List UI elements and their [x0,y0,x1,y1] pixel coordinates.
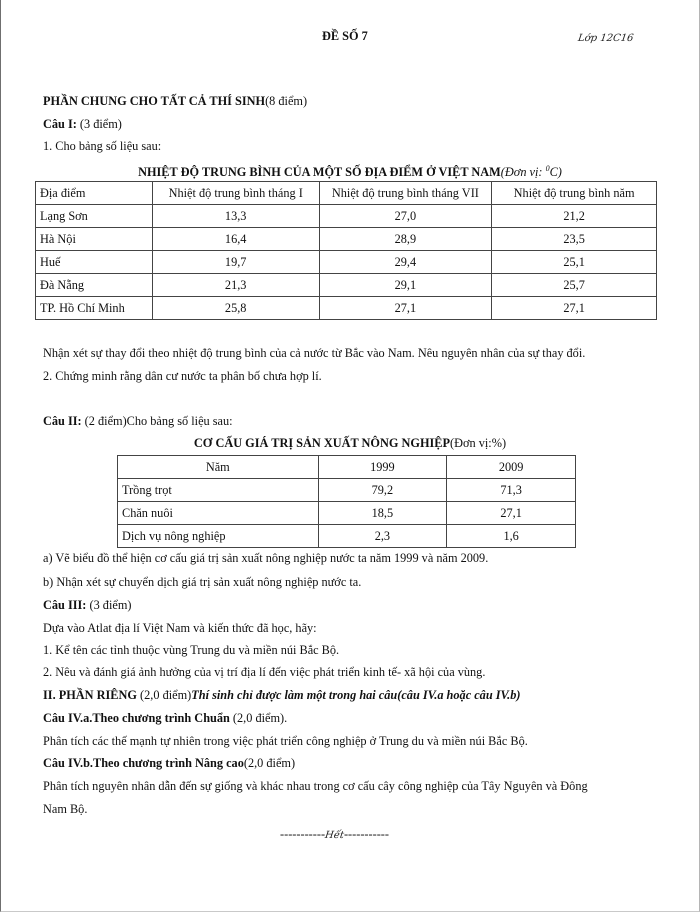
table-1-title-text: NHIỆT ĐỘ TRUNG BÌNH CỦA MỘT SỐ ĐỊA ĐIỂM Ở VIỆT NAM [138,165,501,180]
table-cell: 21,3 [152,274,319,297]
section-2-points: (2,0 điểm) [136,688,192,702]
end-word: Hết [324,830,345,841]
table-2-title [0,436,700,451]
question-4a-heading [43,711,287,726]
question-1-points: (3 điểm) [76,117,122,131]
table-header-cell: Nhiệt độ trung bình tháng VII [319,182,492,205]
question-3-item-1: 1. Kể tên các tỉnh thuộc vùng Trung du và miền núi Bắc Bộ. [43,643,340,657]
question-3-item-2: 2. Nêu và đánh giá ảnh hưởng của vị trí địa lí đến việc phát triển kinh tế- xã hội của vùng. [43,665,486,679]
table-cell: 25,8 [152,297,319,320]
section-2-title: II. PHẦN RIÊNG [43,688,137,702]
end-marker [280,827,389,843]
question-2-task-b: b) Nhận xét sự chuyển dịch giá trị sản xuất nông nghiệp nước ta. [43,575,362,589]
table-header-cell: 2009 [447,456,576,479]
section-2-heading [43,688,520,703]
question-3-intro: Dựa vào Atlat địa lí Việt Nam và kiến thức đã học, hãy: [43,621,317,635]
table-cell: 2,3 [318,525,447,548]
question-4b-text-line-2: Nam Bộ. [43,802,88,816]
table-cell: 21,2 [492,205,657,228]
table-cell: Lạng Sơn [36,205,153,228]
table-cell: Dịch vụ nông nghiệp [118,525,319,548]
question-4b-points: (2,0 điểm) [243,756,296,770]
question-2-points: (2 điểm)Cho bảng số liệu sau: [81,414,233,428]
table-cell: 23,5 [492,228,657,251]
section-2-note: Thí sinh chỉ được làm một trong hai câu(câu IV.a hoặc câu IV.b) [191,688,521,702]
table-row [118,502,576,525]
table-cell: 27,1 [319,297,492,320]
question-3-points: (3 điểm) [86,598,132,612]
table-cell: 1,6 [447,525,576,548]
section-1-points: (8 điểm) [265,94,308,108]
temperature-table [35,181,657,320]
table-cell: 27,1 [492,297,657,320]
question-1-label: Câu I: [43,117,77,131]
table-row [36,297,657,320]
question-3-heading [43,598,131,613]
table-cell: 29,1 [319,274,492,297]
table-cell: 25,1 [492,251,657,274]
table-header-cell: Nhiệt độ trung bình tháng I [152,182,319,205]
question-4a-text: Phân tích các thế mạnh tự nhiên trong việc phát triển công nghiệp ở Trung du và miền núi Bắc Bộ. [43,734,528,748]
question-4a-points: (2,0 điểm). [229,711,288,725]
table-cell: Huế [36,251,153,274]
table-row [36,205,657,228]
table-row [118,479,576,502]
table-header-cell: Nhiệt độ trung bình năm [492,182,657,205]
table-cell: 27,0 [319,205,492,228]
table-cell: TP. Hồ Chí Minh [36,297,153,320]
table-cell: 71,3 [447,479,576,502]
table-cell: 13,3 [152,205,319,228]
table-cell: Chăn nuôi [118,502,319,525]
question-1-item-2: 2. Chứng minh rằng dân cư nước ta phân bố chưa hợp lí. [43,369,322,383]
table-header-cell: 1999 [318,456,447,479]
table-header-cell: Địa điểm [36,182,153,205]
table-header-cell: Năm [118,456,319,479]
table-1-title [0,161,700,180]
table-row [36,274,657,297]
end-dashes-left: ----------- [280,827,326,841]
table-row [36,251,657,274]
section-1-title: PHẦN CHUNG CHO TẤT CẢ THÍ SINH [43,94,266,108]
table-cell: 18,5 [318,502,447,525]
handwritten-class-note: Lớp 12C16 [577,33,635,44]
table-cell: Đà Nẵng [36,274,153,297]
table-header-row [36,182,657,205]
table-2-unit: (Đơn vị:%) [450,436,507,450]
table-header-row [118,456,576,479]
table-cell: 25,7 [492,274,657,297]
table-1-unit: (Đơn vị: $^0$C) [500,164,562,180]
table-row [36,228,657,251]
table-cell: Hà Nội [36,228,153,251]
exam-title: ĐỀ SỐ 7 [322,29,368,43]
question-2-heading [43,414,233,429]
table-row [118,525,576,548]
question-4b-text-line-1: Phân tích nguyên nhân dẫn đến sự giống và khác nhau trong cơ cấu cây công nghiệp của Tây Nguyên và Đông [43,779,588,793]
question-1-heading [43,117,122,132]
table-cell: 29,4 [319,251,492,274]
question-1-item-1: 1. Cho bảng số liệu sau: [43,139,162,153]
question-1-task-1: Nhận xét sự thay đổi theo nhiệt độ trung bình của cả nước từ Bắc vào Nam. Nêu nguyên nhân của sự thay đổi. [43,346,586,360]
table-cell: 79,2 [318,479,447,502]
question-2-task-a: a) Vẽ biểu đồ thể hiện cơ cấu giá trị sản xuất nông nghiệp nước ta năm 1999 và năm 2009. [43,551,489,565]
agriculture-structure-table [117,455,576,548]
table-cell: 19,7 [152,251,319,274]
question-3-label: Câu III: [43,598,87,612]
question-2-label: Câu II: [43,414,82,428]
table-cell: 16,4 [152,228,319,251]
section-1-heading [43,94,307,109]
question-4b-label: Câu IV.b.Theo chương trình Nâng cao [43,756,244,770]
table-cell: Trồng trọt [118,479,319,502]
question-4a-label: Câu IV.a.Theo chương trình Chuẩn [43,711,230,725]
table-cell: 27,1 [447,502,576,525]
question-4b-heading [43,756,295,771]
end-dashes-right: ----------- [343,827,389,841]
table-cell: 28,9 [319,228,492,251]
table-2-title-text: CƠ CẤU GIÁ TRỊ SẢN XUẤT NÔNG NGHIỆP [193,436,451,450]
